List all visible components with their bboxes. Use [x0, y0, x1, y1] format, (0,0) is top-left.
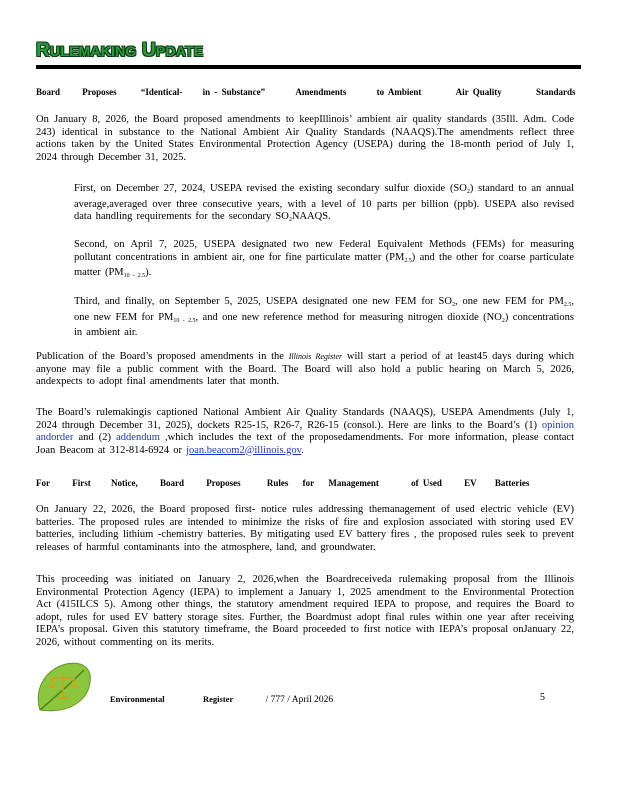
subscript: 2 — [501, 317, 505, 324]
email-link[interactable]: joan.beacom2@illinois.gov — [186, 444, 302, 456]
bullet-text: NAAQS. — [291, 211, 331, 222]
paragraph-text: ,which includes the text of the proposedamendments. For more information, please contact Joan Beacom at 312-814-6924 or — [36, 432, 574, 456]
subscript: 2 — [288, 217, 292, 223]
heading-word: Board — [160, 478, 185, 488]
subscript: 10 - 2.5 — [123, 273, 146, 279]
banner-initial-u: U — [141, 40, 156, 61]
banner-initial-r: R — [36, 40, 50, 61]
page-number: 5 — [540, 692, 545, 703]
bullet-text: ). — [145, 267, 152, 278]
section-banner — [36, 40, 203, 62]
subscript: 2 — [466, 189, 470, 195]
banner-word-rulemaking: ULEMAKING — [49, 43, 137, 59]
heading-word: in - Substance” — [202, 87, 266, 97]
paragraph-text: and (2) — [73, 432, 117, 443]
article-heading-ev — [36, 478, 529, 488]
heading-word: Management — [328, 478, 379, 488]
bullet-text: Third, and finally, on September 5, 2025, USEPA designated one new FEM for SO — [74, 296, 452, 307]
banner-rule — [36, 65, 581, 69]
illinois-register-title: Illinois Register — [288, 352, 343, 361]
heading-word: First — [72, 478, 91, 488]
bullet-item-third — [60, 296, 574, 340]
heading-word: Proposes — [206, 478, 241, 488]
heading-word: EV — [464, 478, 477, 488]
paragraph-text: Publication of the Board’s proposed amendments in the — [36, 351, 289, 362]
heading-word: Batteries — [494, 478, 530, 488]
heading-word: Standards — [535, 87, 576, 97]
bullet-text: ) concentrations in ambient air. — [74, 311, 575, 338]
subscript: 2.5 — [563, 302, 572, 308]
article-heading-naaqs — [36, 87, 575, 97]
opinion-and-order-link[interactable]: opinion andorder — [36, 419, 574, 443]
leaf-scales-logo-icon — [32, 660, 94, 718]
paragraph-text: . — [301, 444, 304, 456]
caption-paragraph — [36, 407, 574, 457]
heading-word: For — [36, 478, 50, 488]
bullet-text: , one new FEM for PM — [74, 296, 574, 323]
heading-word: Amendments — [295, 87, 347, 97]
heading-word: for — [302, 478, 315, 488]
bullet-text: , and one new reference method for measuring nitrogen dioxide (NO — [195, 311, 502, 323]
intro-paragraph: On January 8, 2026, the Board proposed amendments to keepIllinois’ ambient air quality standards (35Ill. Adm. Code 243) identical in substance to the National Ambient Air Quality Standards (NAAQS).The amendments reflect three actions taken by the United States Environmental Protection Agency (USEPA) during the 18-month period of July 1, 2024 through December 31, 2025. — [36, 114, 574, 163]
bullet-text: First, on December 27, 2024, USEPA revised the existing secondary sulfur dioxide (SO — [74, 183, 467, 194]
footer-issue: / 777 / April 2026 — [265, 695, 334, 705]
heading-word: Notice, — [111, 478, 138, 488]
publication-paragraph — [36, 351, 574, 389]
banner-word-update: PDATE — [155, 43, 204, 59]
subscript: 2.5 — [404, 257, 412, 264]
paragraph-text: will start a period of at least45 days during which anyone may file a public comment with the Board. The Board will also hold a public hearing on March 5, 2026, andexpects to adopt final amendments later that month. — [36, 351, 575, 387]
ev-paragraph-1: On January 22, 2026, the Board proposed first- notice rules addressing themanagement of used electric vehicle (EV) batteries. The proposed rules are intended to minimize the risks of fire and explosion associated with storing used EV batteries, including lithium -chemistry batteries. By mitigating used EV battery fires , the proposed rules seek to prevent releases of harmful contaminants into the atmosphere, land, and groundwater. — [36, 504, 574, 553]
heading-word: of Used — [411, 478, 442, 488]
bullet-item-first — [60, 183, 574, 227]
heading-word: Proposes — [82, 87, 117, 97]
ev-paragraph-2: This proceeding was initiated on January 2, 2026,when the Boardreceiveda rulemaking proposal from the Illinois Environmental Protection Agency (IEPA) to implement a January 1, 2025 amendment to the Environmental Protection Act (415ILCS 5). Among other things, the statutory amendment required IEPA to propose, and requires the Board to adopt, rules for used EV battery storage sites. Further, the Boardmust adopt final rules within one year after receiving IEPA’s proposal. Given this statutory timeframe, the Board proceeded to first notice with IEPA’s proposal onJanuary 22, 2026, without commenting on its merits. — [36, 574, 574, 648]
subscript: 2 — [451, 302, 455, 308]
heading-word: “Identical- — [140, 87, 183, 97]
heading-word: Air Quality — [455, 87, 502, 97]
bullet-text: , one new FEM for PM — [454, 296, 564, 307]
paragraph-text: The Board’s rulemakingis captioned National Ambient Air Quality Standards (NAAQS), USEPA Amendments (July 1, 2024 through December 31, 2025), dockets R25-15, R26-7, R26-15 (consol.). Here are links to the Board’s (1) — [36, 407, 574, 431]
bullet-text: ) standard to an annual average,averaged over three consecutive years, with a level of 10 parts per billion (ppb). USEPA also revised data handling requirements for the secondary SO — [74, 183, 574, 222]
footer-publication: Environmental — [110, 694, 165, 704]
addendum-link[interactable]: addendum — [116, 432, 160, 443]
bullet-text: ) and the other for coarse particulate matter (PM — [74, 251, 574, 278]
heading-word: to Ambient — [376, 87, 422, 97]
bullet-item-second — [60, 239, 574, 283]
subscript: 10 - 2.5 — [173, 317, 196, 324]
heading-word: Rules — [266, 478, 289, 488]
bullet-text: Second, on April 7, 2025, USEPA designated two new Federal Equivalent Methods (FEMs) for measuring pollutant concentrations in ambient air, one for fine particulate matter (PM — [74, 239, 574, 263]
page-footer — [110, 694, 333, 705]
heading-word: Board — [36, 87, 61, 97]
footer-register: Register — [203, 694, 234, 704]
